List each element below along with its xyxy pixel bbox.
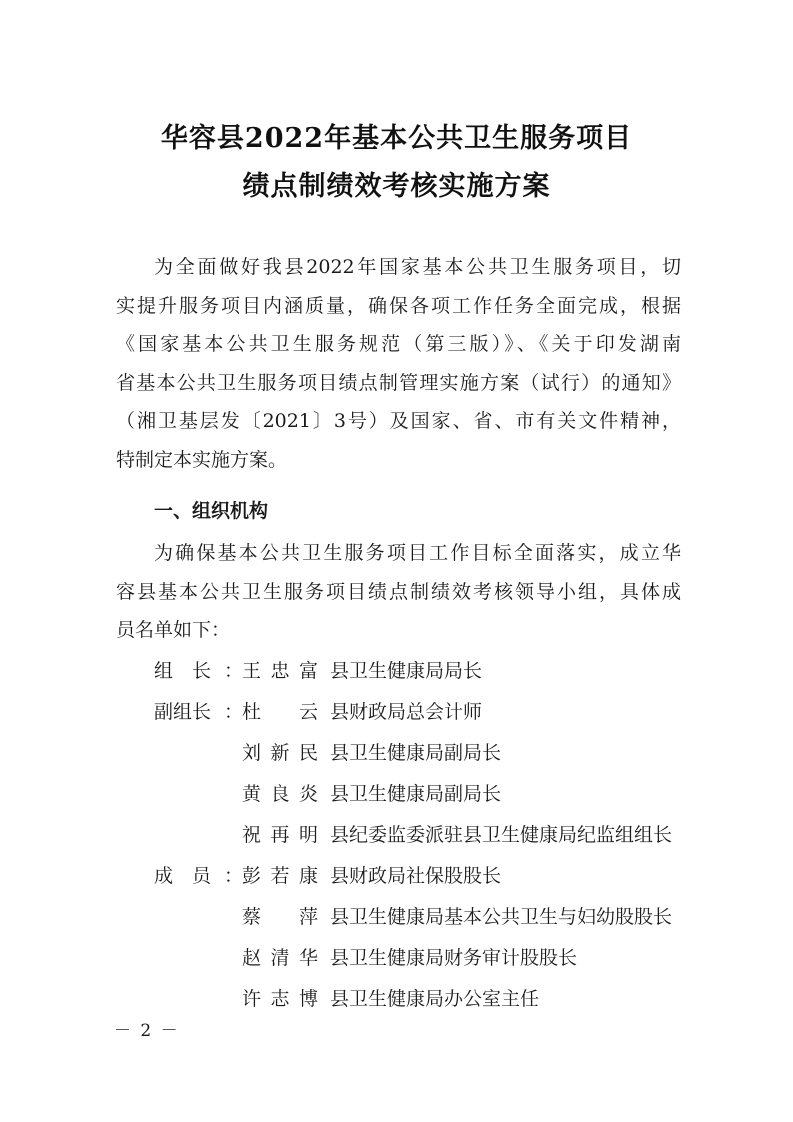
roster-role-colon: ： (224, 660, 244, 682)
roster-role: 组 长 (154, 660, 212, 682)
organization-line: 为确保基本公共卫生服务项目工作目标全面落实，成立华 (154, 542, 681, 564)
roster-post: 县财政局总会计师 (330, 701, 483, 723)
intro-line: 为全面做好我县2022年国家基本公共卫生服务项目，切 (154, 256, 681, 278)
page-number: － 2 － (114, 1021, 180, 1041)
document-title-line-2: 绩点制绩效考核实施方案 (242, 171, 551, 202)
intro-line: 实提升服务项目内涵质量，确保各项工作任务全面完成，根据 (116, 294, 681, 317)
roster-role-colon: ： (224, 865, 244, 887)
intro-line: 《国家基本公共卫生服务规范（第三版）》、《关于印发湖南 (116, 333, 681, 355)
roster-name: 蔡 萍 (242, 906, 318, 928)
roster-post: 县财政局社保股股长 (330, 865, 502, 887)
roster-name: 黄良炎 (242, 783, 318, 805)
roster-name: 王忠富 (242, 660, 318, 682)
roster-post: 县卫生健康局基本公共卫生与妇幼股股长 (330, 906, 673, 928)
intro-line: 省基本公共卫生服务项目绩点制管理实施方案（试行）的通知》 (116, 371, 681, 394)
document-title-line-1: 华容县2022年基本公共卫生服务项目 (160, 123, 633, 154)
roster-post: 县纪委监委派驻县卫生健康局纪监组组长 (330, 824, 673, 846)
roster-role: 副组长 (154, 701, 212, 723)
intro-paragraph (116, 248, 681, 479)
roster-post: 县卫生健康局副局长 (330, 783, 502, 805)
roster-name: 许志博 (242, 988, 318, 1010)
roster-role: 成 员 (154, 865, 212, 887)
roster-post: 县卫生健康局副局长 (330, 742, 502, 764)
roster-name: 杜 云 (242, 701, 318, 723)
organization-paragraph (116, 534, 681, 650)
organization-line: 员名单如下： (116, 619, 231, 641)
roster-post: 县卫生健康局财务审计股股长 (330, 947, 578, 969)
roster-name: 祝再明 (242, 824, 318, 846)
roster-role-colon: ： (224, 701, 244, 723)
roster-post: 县卫生健康局局长 (330, 660, 483, 682)
intro-line: （湘卫基层发〔2021〕3号）及国家、省、市有关文件精神， (116, 410, 681, 432)
organization-line: 容县基本公共卫生服务项目绩点制绩效考核领导小组，具体成 (116, 580, 681, 603)
section-heading-organization: 一、组织机构 (154, 500, 269, 522)
roster-post: 县卫生健康局办公室主任 (330, 988, 540, 1010)
intro-line: 特制定本实施方案。 (116, 448, 288, 471)
roster-name: 赵清华 (242, 947, 318, 969)
roster-name: 彭若康 (242, 865, 318, 887)
roster-name: 刘新民 (242, 742, 318, 764)
